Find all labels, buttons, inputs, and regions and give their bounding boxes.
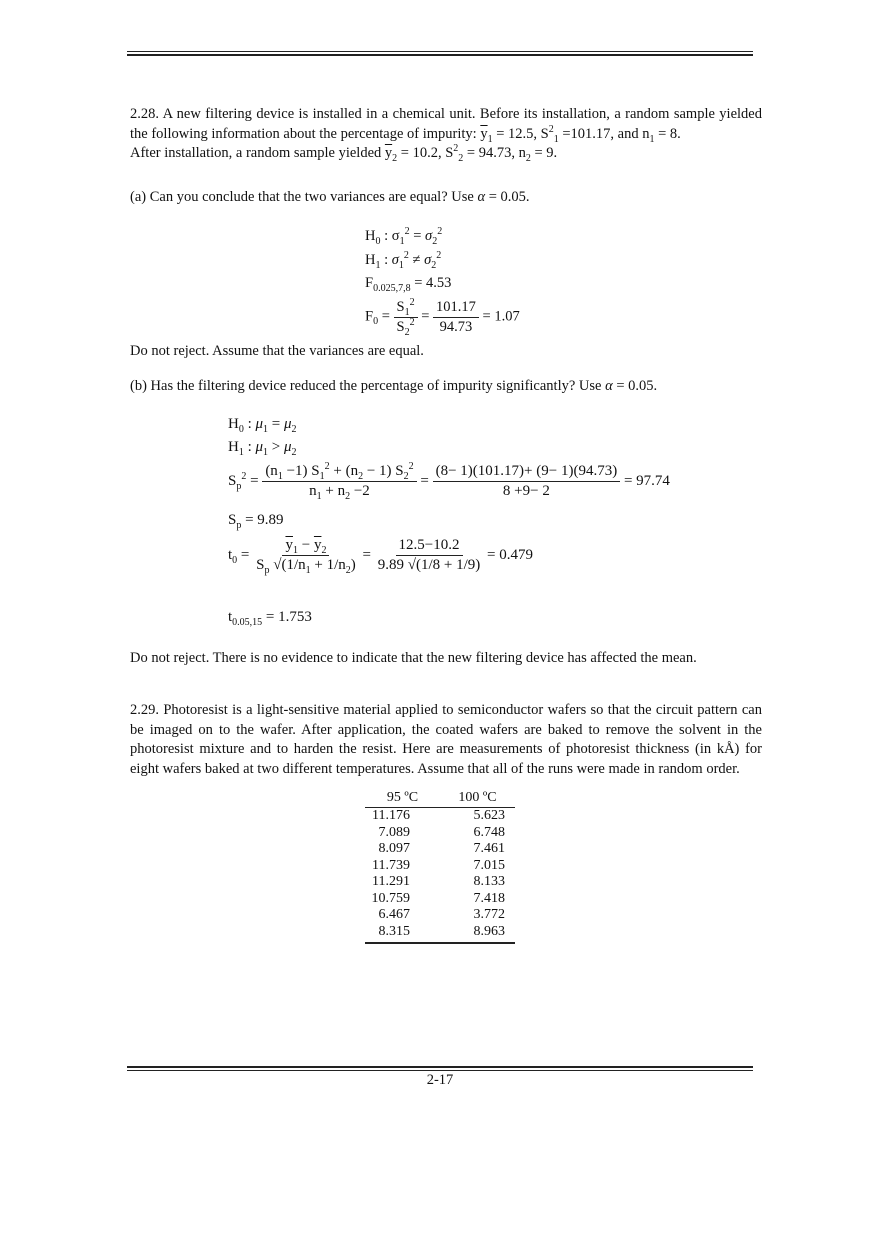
- table-row: 11.291 8.133: [372, 874, 505, 889]
- table-row: 8.315 8.963: [365, 924, 515, 944]
- footer-rule: [127, 1066, 753, 1071]
- intro-text-a: 2.28. A new filtering device is installed in a chemical unit. Before its installation, a random sample yielded the following information about the percentage of impurity:: [130, 106, 762, 142]
- s2-value: = 94.73, n: [463, 145, 526, 161]
- h1-variance: $H_1$ : $\sigma_1^2 \ne \sigma_2^2$: [365, 250, 442, 271]
- column-header-100c: 100 ºC: [440, 789, 515, 808]
- y1-value: = 12.5,: [492, 125, 541, 142]
- f-critical: $F_{0.025,7,8} = 4.53$: [365, 275, 452, 294]
- table-row: 10.759 7.418: [371, 890, 505, 906]
- s2-symbol: S: [445, 145, 454, 161]
- alpha-symbol: α: [477, 189, 486, 205]
- table-row: 8.097 7.461: [378, 841, 505, 856]
- h1-mean: $H_1$ : $\mu_1 > \mu_2$: [228, 439, 297, 458]
- s1-symbol: S: [540, 125, 549, 142]
- column-header-95c: 95 ºC: [365, 789, 440, 808]
- y1-symbol: $\overline{y}$: [480, 125, 488, 142]
- pooled-variance: $S_p^2$ = $\frac{(n_1 -1) S_1^2 + (n_2 - 1) S_2^2}{n_1 + n_2 -2}$ = $\frac{(8- 1)(101.17)+ (9- 1)(94.73)}{8 +9- 2}$ = 97.74: [228, 461, 670, 502]
- problem-2-28-statement: 2.28. A new filtering device is installed in a chemical unit. Before its installation, a random sample yielded the following information about the percentage of impurity: $\overline{y}_1 = 12.5$, $S^2_1 =101.17$, and $n_1 = 8$. After installation, a random sample yielded $\overline{y}_2 = 10.2$, $S^2_2 = 94.73$, $n_2 = 9$.: [130, 106, 762, 164]
- table-row: 6.467 3.772: [378, 907, 505, 922]
- t-critical: $t_{0.05,15} = 1.753$: [228, 609, 312, 628]
- intro-text-b: After installation, a random sample yielded: [130, 145, 385, 161]
- pooled-sd: $S_p = 9.89$: [228, 512, 284, 531]
- s1-value: =101.17, and n: [558, 125, 650, 142]
- conclusion-b: Do not reject. There is no evidence to indicate that the new filtering device has affected the mean.: [130, 650, 697, 666]
- n2-value: = 9.: [530, 145, 558, 161]
- page-number: 2-17: [426, 1072, 454, 1088]
- part-b-question: (b) Has the filtering device reduced the percentage of impurity significantly? Use α = 0.05.: [130, 378, 658, 394]
- h0-variance: $H_0$ : $\sigma_1^2 = \sigma_2^2$: [365, 226, 443, 247]
- t0-statistic: $t_0$ = $\frac{\overline{y}_1 - \overline{y}_2}{S_p √(1/n_1 + 1/n_2)}$ = $\frac{12.5-10.2}{9.89 √(1/8 + 1/9)}$ = 0.479: [228, 537, 534, 576]
- conclusion-a: Do not reject. Assume that the variances are equal.: [130, 343, 424, 359]
- table-row: 7.089 6.748: [378, 824, 505, 840]
- thickness-table: [365, 789, 515, 944]
- y2-value: = 10.2,: [397, 145, 446, 161]
- table-row: 11.739 7.015: [372, 857, 505, 873]
- f0-statistic: $F_0$ = $\frac{S_1^2}{S_2^2}$ = $\frac{101.17}{94.73}$ = 1.07: [365, 297, 520, 338]
- alpha-symbol: α: [605, 378, 613, 394]
- n1-value: = 8.: [654, 125, 681, 142]
- problem-2-29-statement: 2.29. Photoresist is a light-sensitive material applied to semiconductor wafers so that the circuit pattern can be imaged on to the wafer. After application, the coated wafers are baked to remove the solvent in the photoresist mixture and to harden the resist. Here are measurements of photoresist thickness (in kÅ) for eight wafers baked at two different temperatures. Assume that all of the runs were made in random order.: [130, 702, 762, 777]
- header-rule: [127, 51, 753, 56]
- part-a-question: (a) Can you conclude that the two variances are equal? Use α = 0.05.: [130, 189, 530, 205]
- h0-mean: $H_0$ : $\mu_1 = \mu_2$: [228, 416, 297, 435]
- table-row: 11.176 5.623: [372, 808, 505, 823]
- y2-symbol: $\overline{y}$: [384, 145, 393, 161]
